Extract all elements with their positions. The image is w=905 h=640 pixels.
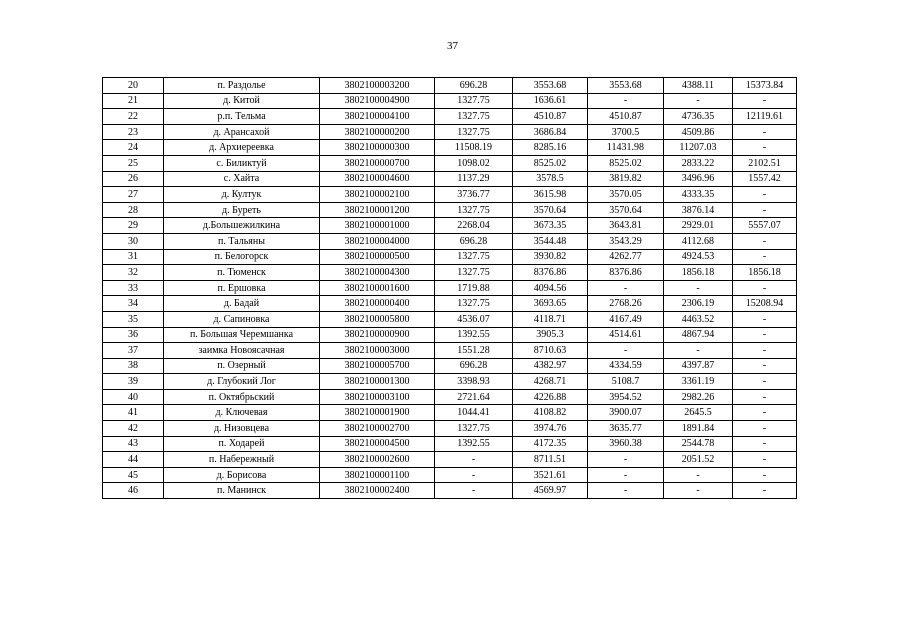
row-index-cell: 32 bbox=[103, 265, 164, 281]
value-cell-1: 696.28 bbox=[435, 78, 513, 94]
code-cell: 3802100005800 bbox=[320, 311, 435, 327]
table-row bbox=[103, 343, 797, 359]
value-cell-4: 2051.52 bbox=[664, 452, 733, 468]
value-cell-4: - bbox=[664, 483, 733, 499]
value-cell-1: 1719.88 bbox=[435, 280, 513, 296]
settlement-name-cell: п. Озерный bbox=[164, 358, 320, 374]
value-cell-4: - bbox=[664, 93, 733, 109]
code-cell: 3802100002400 bbox=[320, 483, 435, 499]
row-index-cell: 37 bbox=[103, 343, 164, 359]
value-cell-1: 4536.07 bbox=[435, 311, 513, 327]
value-cell-5: - bbox=[733, 343, 797, 359]
value-cell-2: 4226.88 bbox=[513, 389, 588, 405]
value-cell-3: 8525.02 bbox=[588, 155, 664, 171]
settlement-name-cell: д. Ключевая bbox=[164, 405, 320, 421]
table-row bbox=[103, 280, 797, 296]
table-row bbox=[103, 124, 797, 140]
value-cell-4: 2544.78 bbox=[664, 436, 733, 452]
value-cell-3: 4262.77 bbox=[588, 249, 664, 265]
value-cell-1: 1098.02 bbox=[435, 155, 513, 171]
value-cell-2: 8710.63 bbox=[513, 343, 588, 359]
value-cell-4: 2929.01 bbox=[664, 218, 733, 234]
row-index-cell: 44 bbox=[103, 452, 164, 468]
value-cell-5: 1557.42 bbox=[733, 171, 797, 187]
code-cell: 3802100004500 bbox=[320, 436, 435, 452]
value-cell-2: 4382.97 bbox=[513, 358, 588, 374]
row-index-cell: 46 bbox=[103, 483, 164, 499]
settlement-name-cell: п. Белогорск bbox=[164, 249, 320, 265]
value-cell-5: - bbox=[733, 280, 797, 296]
value-cell-3: 3570.05 bbox=[588, 187, 664, 203]
value-cell-2: 3570.64 bbox=[513, 202, 588, 218]
row-index-cell: 45 bbox=[103, 467, 164, 483]
value-cell-1: - bbox=[435, 467, 513, 483]
value-cell-5: - bbox=[733, 124, 797, 140]
value-cell-1: 1044.41 bbox=[435, 405, 513, 421]
value-cell-4: 4397.87 bbox=[664, 358, 733, 374]
value-cell-3: - bbox=[588, 483, 664, 499]
code-cell: 3802100001100 bbox=[320, 467, 435, 483]
value-cell-5: - bbox=[733, 405, 797, 421]
settlements-table bbox=[102, 77, 797, 499]
value-cell-4: 4388.11 bbox=[664, 78, 733, 94]
settlement-name-cell: д. Бадай bbox=[164, 296, 320, 312]
settlement-name-cell: с. Биликтуй bbox=[164, 155, 320, 171]
table-row bbox=[103, 374, 797, 390]
value-cell-3: 3954.52 bbox=[588, 389, 664, 405]
value-cell-5: 1856.18 bbox=[733, 265, 797, 281]
settlement-name-cell: д. Буреть bbox=[164, 202, 320, 218]
value-cell-2: 4172.35 bbox=[513, 436, 588, 452]
value-cell-2: 8525.02 bbox=[513, 155, 588, 171]
value-cell-5: - bbox=[733, 374, 797, 390]
value-cell-3: 3960.38 bbox=[588, 436, 664, 452]
settlement-name-cell: п. Раздолье bbox=[164, 78, 320, 94]
value-cell-1: 1327.75 bbox=[435, 109, 513, 125]
value-cell-2: 8376.86 bbox=[513, 265, 588, 281]
value-cell-4: 4924.53 bbox=[664, 249, 733, 265]
settlement-name-cell: д. Архиереевка bbox=[164, 140, 320, 156]
code-cell: 3802100001200 bbox=[320, 202, 435, 218]
value-cell-2: 3615.98 bbox=[513, 187, 588, 203]
value-cell-2: 4569.97 bbox=[513, 483, 588, 499]
row-index-cell: 41 bbox=[103, 405, 164, 421]
value-cell-1: 1392.55 bbox=[435, 327, 513, 343]
value-cell-2: 4118.71 bbox=[513, 311, 588, 327]
value-cell-1: 1327.75 bbox=[435, 265, 513, 281]
value-cell-2: 3974.76 bbox=[513, 421, 588, 437]
value-cell-1: 696.28 bbox=[435, 233, 513, 249]
settlement-name-cell: п. Манинск bbox=[164, 483, 320, 499]
value-cell-5: - bbox=[733, 467, 797, 483]
row-index-cell: 35 bbox=[103, 311, 164, 327]
settlement-name-cell: п. Тюменск bbox=[164, 265, 320, 281]
row-index-cell: 40 bbox=[103, 389, 164, 405]
value-cell-1: 1327.75 bbox=[435, 93, 513, 109]
value-cell-4: 4736.35 bbox=[664, 109, 733, 125]
value-cell-1: 1327.75 bbox=[435, 249, 513, 265]
settlement-name-cell: д. Глубокий Лог bbox=[164, 374, 320, 390]
value-cell-4: 4867.94 bbox=[664, 327, 733, 343]
row-index-cell: 42 bbox=[103, 421, 164, 437]
value-cell-3: - bbox=[588, 452, 664, 468]
table-row bbox=[103, 452, 797, 468]
settlement-name-cell: д. Сапиновка bbox=[164, 311, 320, 327]
settlement-name-cell: д. Китой bbox=[164, 93, 320, 109]
value-cell-2: 8285.16 bbox=[513, 140, 588, 156]
value-cell-5: - bbox=[733, 389, 797, 405]
settlement-name-cell: р.п. Тельма bbox=[164, 109, 320, 125]
row-index-cell: 39 bbox=[103, 374, 164, 390]
value-cell-5: - bbox=[733, 311, 797, 327]
value-cell-5: 2102.51 bbox=[733, 155, 797, 171]
value-cell-1: - bbox=[435, 452, 513, 468]
table-row bbox=[103, 389, 797, 405]
settlement-name-cell: д. Борисова bbox=[164, 467, 320, 483]
value-cell-4: 3496.96 bbox=[664, 171, 733, 187]
table-row bbox=[103, 218, 797, 234]
value-cell-3: 3543.29 bbox=[588, 233, 664, 249]
code-cell: 3802100004100 bbox=[320, 109, 435, 125]
value-cell-1: 696.28 bbox=[435, 358, 513, 374]
table-row bbox=[103, 187, 797, 203]
table-row bbox=[103, 358, 797, 374]
value-cell-5: - bbox=[733, 452, 797, 468]
value-cell-5: - bbox=[733, 327, 797, 343]
value-cell-4: 4463.52 bbox=[664, 311, 733, 327]
settlement-name-cell: п. Большая Черемшанка bbox=[164, 327, 320, 343]
value-cell-5: 15208.94 bbox=[733, 296, 797, 312]
value-cell-3: 5108.7 bbox=[588, 374, 664, 390]
code-cell: 3802100000900 bbox=[320, 327, 435, 343]
value-cell-1: 1327.75 bbox=[435, 421, 513, 437]
value-cell-1: 2268.04 bbox=[435, 218, 513, 234]
value-cell-5: - bbox=[733, 187, 797, 203]
value-cell-2: 4510.87 bbox=[513, 109, 588, 125]
table-row bbox=[103, 311, 797, 327]
table-row bbox=[103, 78, 797, 94]
table-row bbox=[103, 249, 797, 265]
value-cell-4: 2833.22 bbox=[664, 155, 733, 171]
value-cell-3: 3570.64 bbox=[588, 202, 664, 218]
value-cell-3: - bbox=[588, 467, 664, 483]
code-cell: 3802100005700 bbox=[320, 358, 435, 374]
row-index-cell: 23 bbox=[103, 124, 164, 140]
code-cell: 3802100001300 bbox=[320, 374, 435, 390]
value-cell-3: 3700.5 bbox=[588, 124, 664, 140]
value-cell-4: 2982.26 bbox=[664, 389, 733, 405]
table-row bbox=[103, 421, 797, 437]
value-cell-1: 1137.29 bbox=[435, 171, 513, 187]
table-row bbox=[103, 436, 797, 452]
row-index-cell: 33 bbox=[103, 280, 164, 296]
value-cell-3: 4514.61 bbox=[588, 327, 664, 343]
table-row bbox=[103, 483, 797, 499]
value-cell-4: 4112.68 bbox=[664, 233, 733, 249]
table-row bbox=[103, 405, 797, 421]
code-cell: 3802100001600 bbox=[320, 280, 435, 296]
row-index-cell: 21 bbox=[103, 93, 164, 109]
code-cell: 3802100002100 bbox=[320, 187, 435, 203]
settlement-name-cell: д. Арансахой bbox=[164, 124, 320, 140]
value-cell-5: - bbox=[733, 436, 797, 452]
code-cell: 3802100001000 bbox=[320, 218, 435, 234]
row-index-cell: 24 bbox=[103, 140, 164, 156]
value-cell-1: 1327.75 bbox=[435, 296, 513, 312]
value-cell-5: 12119.61 bbox=[733, 109, 797, 125]
code-cell: 3802100002700 bbox=[320, 421, 435, 437]
table-row bbox=[103, 327, 797, 343]
value-cell-5: - bbox=[733, 421, 797, 437]
settlement-name-cell: заимка Новоясачная bbox=[164, 343, 320, 359]
table-body bbox=[103, 78, 797, 499]
value-cell-2: 4268.71 bbox=[513, 374, 588, 390]
value-cell-4: - bbox=[664, 280, 733, 296]
value-cell-4: 1856.18 bbox=[664, 265, 733, 281]
value-cell-1: 3398.93 bbox=[435, 374, 513, 390]
value-cell-2: 8711.51 bbox=[513, 452, 588, 468]
value-cell-3: 3553.68 bbox=[588, 78, 664, 94]
table-row bbox=[103, 171, 797, 187]
value-cell-1: 1327.75 bbox=[435, 202, 513, 218]
value-cell-5: 5557.07 bbox=[733, 218, 797, 234]
value-cell-1: 1392.55 bbox=[435, 436, 513, 452]
value-cell-1: 11508.19 bbox=[435, 140, 513, 156]
row-index-cell: 31 bbox=[103, 249, 164, 265]
value-cell-5: - bbox=[733, 483, 797, 499]
value-cell-2: 3544.48 bbox=[513, 233, 588, 249]
value-cell-1: 1327.75 bbox=[435, 124, 513, 140]
value-cell-1: 2721.64 bbox=[435, 389, 513, 405]
value-cell-3: 3643.81 bbox=[588, 218, 664, 234]
value-cell-3: 3900.07 bbox=[588, 405, 664, 421]
settlement-name-cell: п. Октябрьский bbox=[164, 389, 320, 405]
value-cell-4: 1891.84 bbox=[664, 421, 733, 437]
row-index-cell: 28 bbox=[103, 202, 164, 218]
value-cell-3: 4334.59 bbox=[588, 358, 664, 374]
row-index-cell: 29 bbox=[103, 218, 164, 234]
settlement-name-cell: п. Тальяны bbox=[164, 233, 320, 249]
value-cell-2: 4094.56 bbox=[513, 280, 588, 296]
value-cell-5: - bbox=[733, 233, 797, 249]
row-index-cell: 43 bbox=[103, 436, 164, 452]
value-cell-5: - bbox=[733, 202, 797, 218]
row-index-cell: 22 bbox=[103, 109, 164, 125]
value-cell-1: 3736.77 bbox=[435, 187, 513, 203]
value-cell-3: - bbox=[588, 343, 664, 359]
value-cell-3: 2768.26 bbox=[588, 296, 664, 312]
value-cell-4: 3876.14 bbox=[664, 202, 733, 218]
value-cell-4: 4509.86 bbox=[664, 124, 733, 140]
settlement-name-cell: д. Низовцева bbox=[164, 421, 320, 437]
value-cell-5: 15373.84 bbox=[733, 78, 797, 94]
value-cell-4: 2645.5 bbox=[664, 405, 733, 421]
code-cell: 3802100000500 bbox=[320, 249, 435, 265]
value-cell-5: - bbox=[733, 249, 797, 265]
code-cell: 3802100003100 bbox=[320, 389, 435, 405]
row-index-cell: 30 bbox=[103, 233, 164, 249]
settlement-name-cell: д. Култук bbox=[164, 187, 320, 203]
table-row bbox=[103, 265, 797, 281]
value-cell-2: 3930.82 bbox=[513, 249, 588, 265]
value-cell-2: 3686.84 bbox=[513, 124, 588, 140]
row-index-cell: 26 bbox=[103, 171, 164, 187]
value-cell-1: - bbox=[435, 483, 513, 499]
value-cell-3: 8376.86 bbox=[588, 265, 664, 281]
row-index-cell: 25 bbox=[103, 155, 164, 171]
value-cell-3: 4167.49 bbox=[588, 311, 664, 327]
value-cell-3: 4510.87 bbox=[588, 109, 664, 125]
settlement-name-cell: п. Ершовка bbox=[164, 280, 320, 296]
value-cell-2: 1636.61 bbox=[513, 93, 588, 109]
code-cell: 3802100000200 bbox=[320, 124, 435, 140]
value-cell-1: 1551.28 bbox=[435, 343, 513, 359]
value-cell-4: 2306.19 bbox=[664, 296, 733, 312]
row-index-cell: 27 bbox=[103, 187, 164, 203]
settlement-name-cell: д.Большежилкина bbox=[164, 218, 320, 234]
table-row bbox=[103, 467, 797, 483]
value-cell-4: 3361.19 bbox=[664, 374, 733, 390]
table-row bbox=[103, 202, 797, 218]
value-cell-5: - bbox=[733, 140, 797, 156]
table-row bbox=[103, 140, 797, 156]
code-cell: 3802100003000 bbox=[320, 343, 435, 359]
value-cell-3: 11431.98 bbox=[588, 140, 664, 156]
settlement-name-cell: п. Ходарей bbox=[164, 436, 320, 452]
value-cell-5: - bbox=[733, 93, 797, 109]
table-row bbox=[103, 155, 797, 171]
row-index-cell: 20 bbox=[103, 78, 164, 94]
value-cell-4: - bbox=[664, 343, 733, 359]
table-row bbox=[103, 233, 797, 249]
value-cell-2: 3693.65 bbox=[513, 296, 588, 312]
code-cell: 3802100004600 bbox=[320, 171, 435, 187]
row-index-cell: 34 bbox=[103, 296, 164, 312]
code-cell: 3802100000700 bbox=[320, 155, 435, 171]
value-cell-3: 3635.77 bbox=[588, 421, 664, 437]
row-index-cell: 36 bbox=[103, 327, 164, 343]
code-cell: 3802100004300 bbox=[320, 265, 435, 281]
code-cell: 3802100000300 bbox=[320, 140, 435, 156]
settlement-name-cell: с. Хайта bbox=[164, 171, 320, 187]
value-cell-2: 3905.3 bbox=[513, 327, 588, 343]
code-cell: 3802100003200 bbox=[320, 78, 435, 94]
table-row bbox=[103, 93, 797, 109]
code-cell: 3802100004900 bbox=[320, 93, 435, 109]
table-row bbox=[103, 296, 797, 312]
value-cell-3: 3819.82 bbox=[588, 171, 664, 187]
value-cell-5: - bbox=[733, 358, 797, 374]
value-cell-2: 3521.61 bbox=[513, 467, 588, 483]
value-cell-4: - bbox=[664, 467, 733, 483]
code-cell: 3802100002600 bbox=[320, 452, 435, 468]
value-cell-2: 3673.35 bbox=[513, 218, 588, 234]
row-index-cell: 38 bbox=[103, 358, 164, 374]
value-cell-4: 11207.03 bbox=[664, 140, 733, 156]
value-cell-2: 4108.82 bbox=[513, 405, 588, 421]
value-cell-2: 3553.68 bbox=[513, 78, 588, 94]
page-number: 37 bbox=[447, 40, 458, 52]
value-cell-3: - bbox=[588, 280, 664, 296]
table-row bbox=[103, 109, 797, 125]
settlement-name-cell: п. Набережный bbox=[164, 452, 320, 468]
code-cell: 3802100001900 bbox=[320, 405, 435, 421]
value-cell-3: - bbox=[588, 93, 664, 109]
code-cell: 3802100004000 bbox=[320, 233, 435, 249]
value-cell-2: 3578.5 bbox=[513, 171, 588, 187]
value-cell-4: 4333.35 bbox=[664, 187, 733, 203]
code-cell: 3802100000400 bbox=[320, 296, 435, 312]
